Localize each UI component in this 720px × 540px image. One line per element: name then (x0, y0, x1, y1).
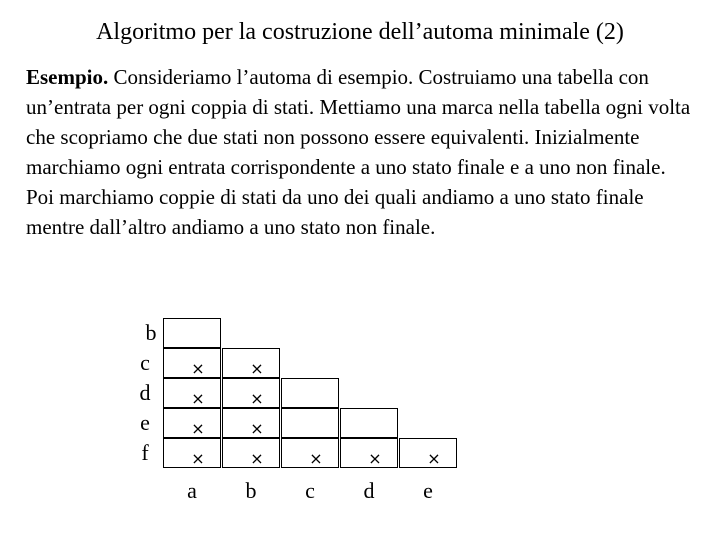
col-label-e: e (423, 478, 433, 503)
paragraph-text: Consideriamo l’automa di esempio. Costruiamo una tabella con un’entrata per ogni coppia di stati. Mettiamo una marca nella tabella ogni volta che scopriamo che due stati non possono essere equivalenti. Inizialmente marchiamo ogni entrata corrispondente a uno stato finale e a uno non finale. Poi marchiamo coppie di stati da uno dei quali andiamo a uno stato finale mentre dall’altro andiamo a uno stato non finale. (26, 65, 691, 239)
col-label-c: c (305, 478, 315, 503)
col-label-b: b (245, 478, 257, 503)
mark-c-b: × (250, 359, 264, 378)
paragraph-lead: Esempio. (26, 65, 109, 89)
row-label-f: f (141, 440, 149, 465)
row-label-e: e (140, 410, 150, 435)
cell-e-c (281, 408, 339, 438)
mark-c-a: × (191, 359, 205, 378)
mark-f-c: × (309, 449, 323, 468)
col-label-a: a (187, 478, 197, 503)
mark-f-d: × (368, 449, 382, 468)
mark-e-a: × (191, 419, 205, 438)
mark-f-e: × (427, 449, 441, 468)
cell-e-d (340, 408, 398, 438)
mark-d-b: × (250, 389, 264, 408)
mark-f-a: × (191, 449, 205, 468)
col-label-d: d (363, 478, 375, 503)
mark-d-a: × (191, 389, 205, 408)
cell-b-a (163, 318, 221, 348)
mark-f-b: × (250, 449, 264, 468)
slide-title: Algoritmo per la costruzione dell’automa minimale (2) (96, 19, 624, 45)
row-label-c: c (140, 350, 150, 375)
row-label-d: d (139, 380, 151, 405)
body-paragraph (26, 62, 698, 242)
mark-e-b: × (250, 419, 264, 438)
cell-d-c (281, 378, 339, 408)
row-label-b: b (145, 320, 157, 345)
